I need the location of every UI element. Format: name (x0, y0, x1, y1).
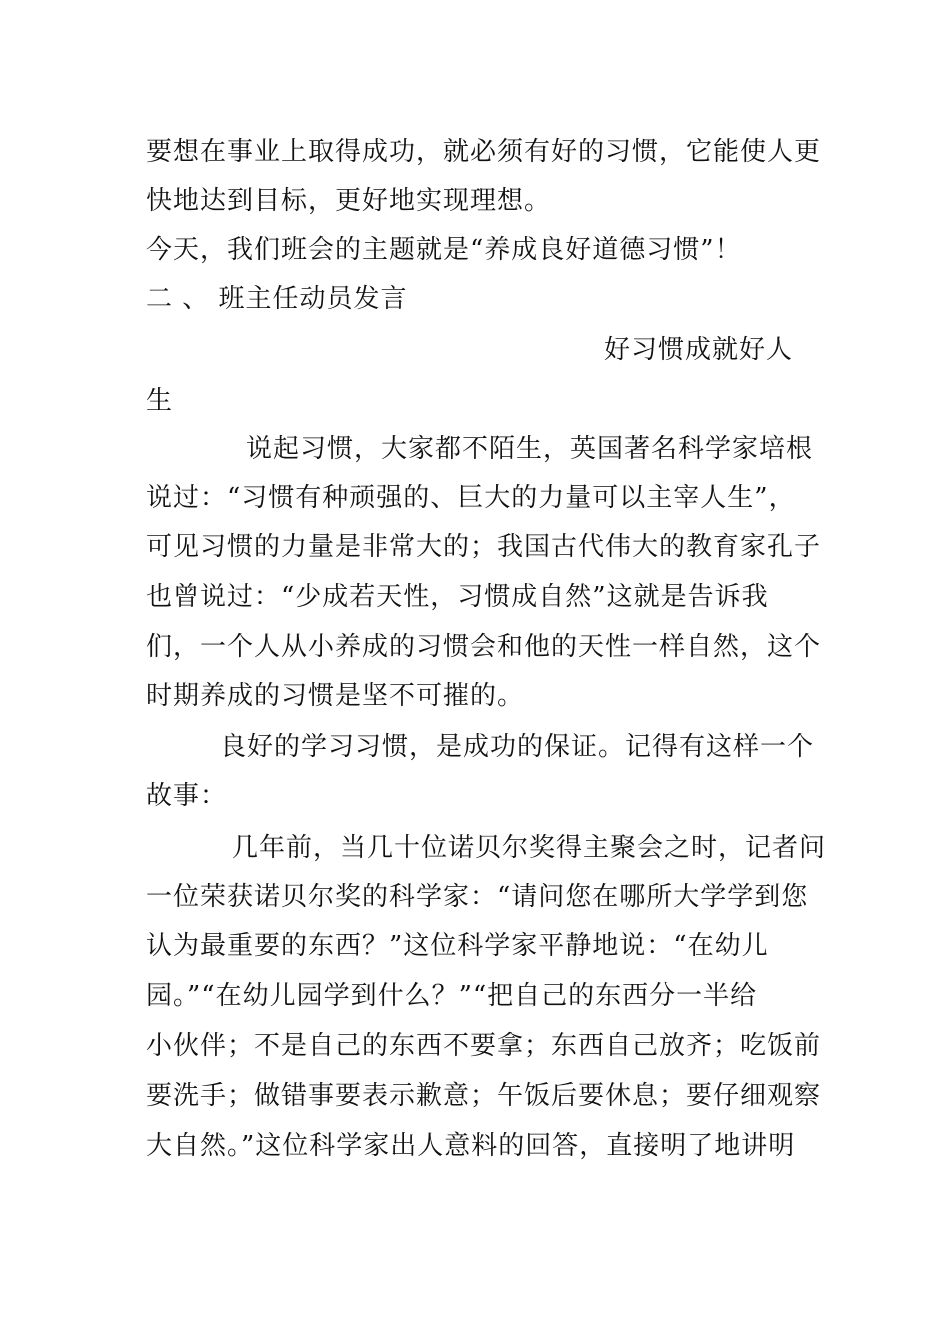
paragraph-line: 要洗手；做错事要表示歉意；午饭后要休息；要仔细观察 (146, 1081, 822, 1111)
paragraph-line: 可见习惯的力量是非常大的；我国古代伟大的教育家孔子 (146, 532, 822, 562)
speech-title-continued: 生 (146, 386, 174, 416)
paragraph-line: 园。”“在幼儿园学到什么？”“把自己的东西分一半给 (146, 981, 758, 1011)
paragraph-line: 认为最重要的东西？”这位科学家平静地说：“在幼儿 (146, 931, 769, 961)
paragraph-line: 良好的学习习惯，是成功的保证。记得有这样一个 (220, 732, 815, 762)
paragraph-line: 故事： (146, 781, 228, 811)
paragraph-line: 时期养成的习惯是坚不可摧的。 (146, 681, 525, 711)
section-heading: 二 、 班主任动员发言 (146, 284, 408, 314)
paragraph-line: 要想在事业上取得成功，就必须有好的习惯，它能使人更 (146, 137, 822, 167)
paragraph-line: 说起习惯，大家都不陌生，英国著名科学家培根 (246, 434, 814, 464)
paragraph-line: 几年前，当几十位诺贝尔奖得主聚会之时，记者问 (232, 833, 827, 863)
speech-title: 好习惯成就好人 (604, 335, 794, 365)
paragraph-line: 今天，我们班会的主题就是“养成良好道德习惯”！ (146, 235, 742, 265)
paragraph-line: 小伙伴；不是自己的东西不要拿；东西自己放齐；吃饭前 (146, 1031, 822, 1061)
paragraph-line: 说过：“习惯有种顽强的、巨大的力量可以主宰人生”， (146, 483, 796, 513)
paragraph-line: 也曾说过：“少成若天性，习惯成自然”这就是告诉我 (146, 582, 769, 612)
paragraph-line: 快地达到目标，更好地实现理想。 (146, 186, 552, 216)
paragraph-line: 一位荣获诺贝尔奖的科学家：“请问您在哪所大学学到您 (146, 882, 809, 912)
paragraph-line: 们，一个人从小养成的习惯会和他的天性一样自然，这个 (146, 632, 822, 662)
paragraph-line: 大自然。”这位科学家出人意料的回答，直接明了地讲明 (146, 1131, 796, 1161)
